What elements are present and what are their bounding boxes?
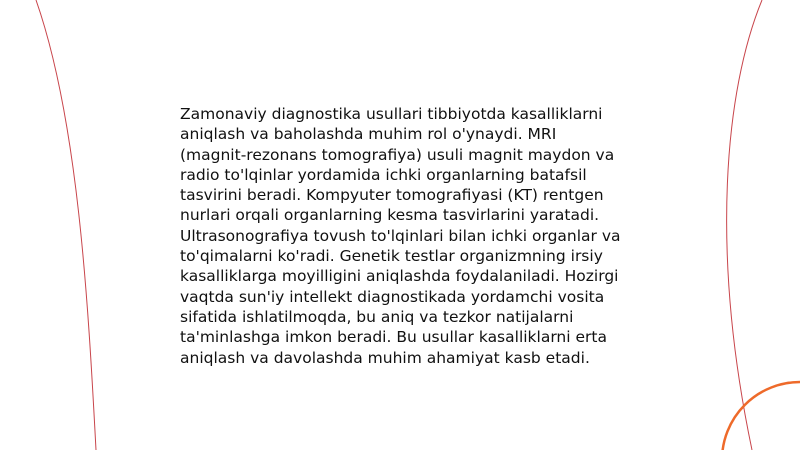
left-decorative-arc — [36, 0, 96, 450]
orange-decorative-circle — [722, 382, 800, 450]
body-paragraph: Zamonaviy diagnostika usullari tibbiyotda kasalliklarni aniqlash va baholashda muhim rol o'ynaydi. MRI (magnit-rezonans tomografiya) usuli magnit maydon va radio to'lqinlar yordamida ichki organlarning batafsil tasvirini beradi. Kompyuter tomografiyasi (KT) rentgen nurlari orqali organlarning kesma tasvirlarini yaratadi. Ultrasonografiya tovush to'lqinlari bilan ichki organlar va to'qimalarni ko'radi. Genetik testlar organizmning irsiy kasalliklarga moyilligini aniqlashda foydalaniladi. Hozirgi vaqtda sun'iy intellekt diagnostikada yordamchi vosita sifatida ishlatilmoqda, bu aniq va tezkor natijalarni ta'minlashga imkon beradi. Bu usullar kasalliklarni erta aniqlash va davolashda muhim ahamiyat kasb etadi. — [180, 105, 621, 367]
right-decorative-arc — [727, 0, 762, 450]
